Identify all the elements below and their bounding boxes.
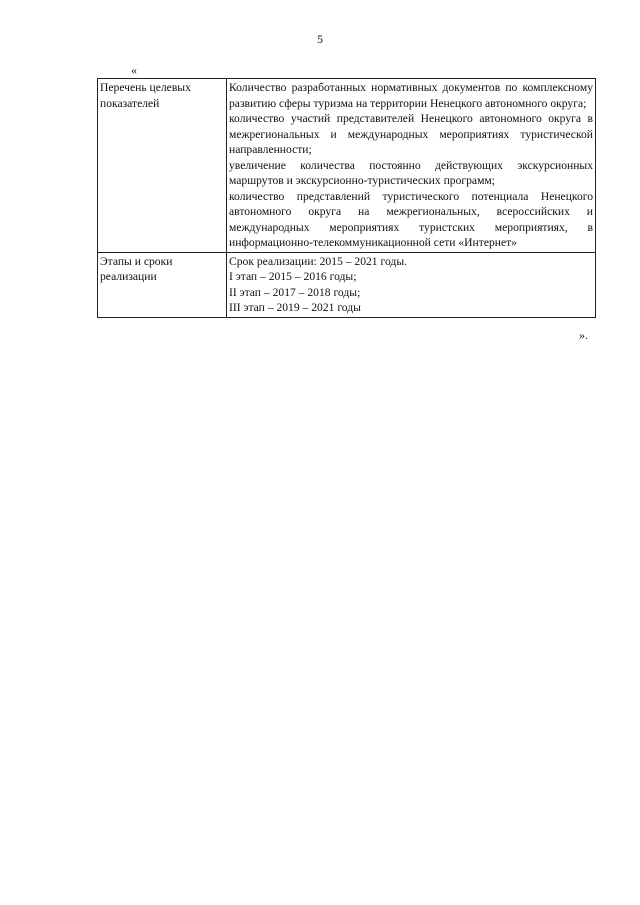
table-row-stages-and-terms (98, 252, 596, 317)
indicator-item: количество представлений туристического потенциала Ненецкого автономного округа на межрегиональных, всероссийских и международных мероприятиях туристских мероприятиях, в информационно-телекоммуникационной сети «Интернет» (229, 189, 593, 249)
page-number: 5 (317, 32, 323, 46)
row-label-stages-and-terms: Этапы и сроки реализации (98, 252, 227, 317)
row-content-target-indicators (227, 79, 596, 253)
row-content-stages-and-terms (227, 252, 596, 317)
program-passport-table (97, 78, 596, 318)
table-row-target-indicators (98, 79, 596, 253)
closing-quote-mark: ». (579, 328, 588, 342)
indicator-item: увеличение количества постоянно действующих экскурсионных маршрутов и экскурсионно-туристических программ; (229, 158, 593, 187)
stage-item: II этап – 2017 – 2018 годы; (229, 285, 361, 299)
stage-item: III этап – 2019 – 2021 годы (229, 301, 361, 314)
indicator-item: количество участий представителей Ненецкого автономного округа в межрегиональных и международных мероприятиях туристической направленности; (229, 112, 593, 156)
stage-item: I этап – 2015 – 2016 годы; (229, 270, 357, 283)
opening-quote-mark: « (131, 63, 137, 77)
row-label-target-indicators: Перечень целевых показателей (98, 79, 227, 253)
indicator-item: Количество разработанных нормативных документов по комплексному развитию сферы туризма на территории Ненецкого автономного округа; (229, 81, 593, 110)
implementation-period: Срок реализации: 2015 – 2021 годы. (229, 254, 408, 268)
